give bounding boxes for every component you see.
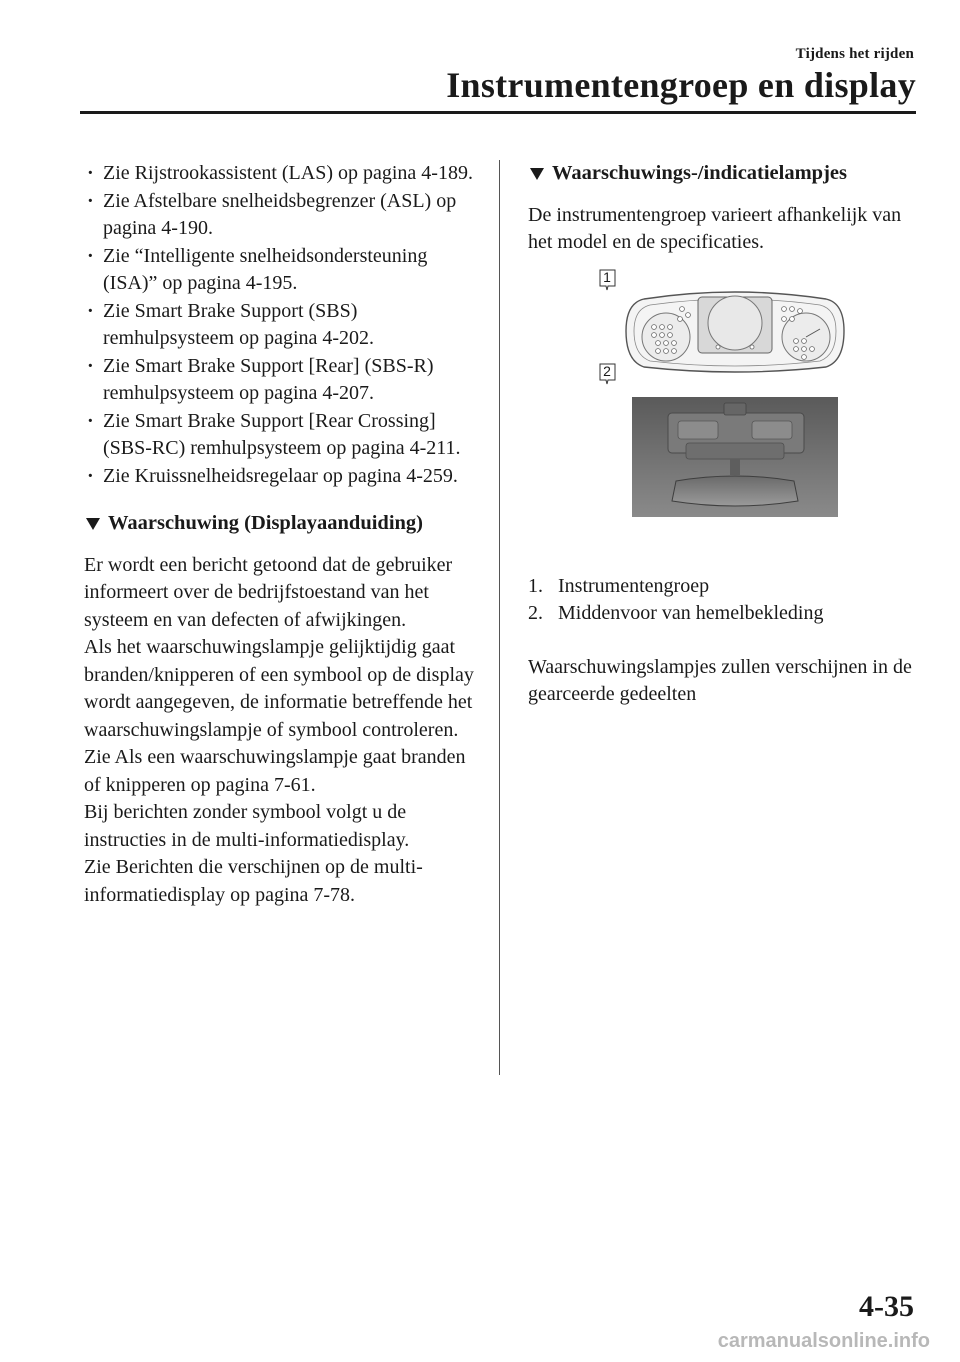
section-heading-text: Waarschuwings-/indicatielampjes: [552, 162, 847, 184]
triangle-marker-icon: [530, 168, 544, 180]
intro-paragraph: De instrumentengroep varieert afhankelijk van het model en de specificaties.: [528, 203, 902, 253]
list-item: · Zie Smart Brake Support [Rear Crossing] (SBS-RC) remhulpsysteem op pagina 4-211.: [84, 408, 479, 463]
header-rule: [80, 111, 916, 114]
figure-legend: [528, 573, 918, 628]
closing-paragraph: Waarschuwingslampjes zullen verschijnen in de gearceerde gedeelten: [528, 655, 912, 705]
paragraph: Er wordt een bericht getoond dat de gebruiker informeert over de bedrijfstoestand van het systeem en van defecten of afwijkingen.: [84, 553, 453, 631]
callout-number: 2: [603, 362, 611, 379]
left-column: [84, 160, 479, 909]
overhead-console-image: [632, 397, 838, 517]
chapter-label: Tijdens het rijden: [795, 46, 914, 62]
watermark: carmanualsonline.info: [717, 1330, 930, 1352]
paragraph: Zie Berichten die verschijnen op de multi-informatiedisplay op pagina 7-78.: [84, 856, 423, 906]
list-item: · Zie Rijstrookassistent (LAS) op pagina 4-189.: [84, 160, 479, 188]
right-column: [528, 160, 918, 709]
list-item: · Zie “Intelligente snelheidsondersteuning (ISA)” op pagina 4-195.: [84, 243, 479, 298]
paragraph: Bij berichten zonder symbool volgt u de instructies in de multi-informatiedisplay.: [84, 801, 410, 851]
triangle-marker-icon: [86, 518, 100, 530]
list-item: [528, 573, 918, 601]
callout-2: [598, 363, 616, 385]
warning-section-heading: [84, 510, 479, 538]
reference-list: [84, 160, 479, 490]
callout-1: [598, 269, 616, 291]
section-heading-text: Waarschuwing (Displayaanduiding): [108, 512, 423, 534]
lamps-section-heading: [528, 160, 918, 188]
item-label: Middenvoor van hemelbekleding: [558, 602, 824, 624]
page-title: Instrumentengroep en display: [446, 65, 916, 105]
instrument-cluster-image: [624, 289, 846, 373]
item-number: 1.: [528, 574, 543, 597]
list-item: · Zie Smart Brake Support [Rear] (SBS-R) remhulpsysteem op pagina 4-207.: [84, 353, 479, 408]
page-number: 4-35: [859, 1290, 914, 1323]
list-item: · Zie Afstelbare snelheidsbegrenzer (ASL) op pagina 4-190.: [84, 188, 479, 243]
list-item: · Zie Smart Brake Support (SBS) remhulpsysteem op pagina 4-202.: [84, 298, 479, 353]
item-number: 2.: [528, 602, 543, 624]
paragraph: Als het waarschuwingslampje gelijktijdig gaat branden/knipperen of een symbool op de display wordt aangegeven, de informatie betreffende het waarschuwingslampje of symbool controleren.: [84, 636, 474, 741]
figure: [528, 267, 918, 557]
column-divider: [499, 160, 500, 1075]
callout-number: 1: [603, 268, 611, 285]
list-item: · Zie Kruissnelheidsregelaar op pagina 4-259.: [84, 463, 479, 491]
paragraph: Zie Als een waarschuwingslampje gaat branden of knipperen op pagina 7-61.: [84, 746, 466, 796]
item-label: Instrumentengroep: [558, 574, 710, 597]
list-item: [528, 600, 918, 628]
